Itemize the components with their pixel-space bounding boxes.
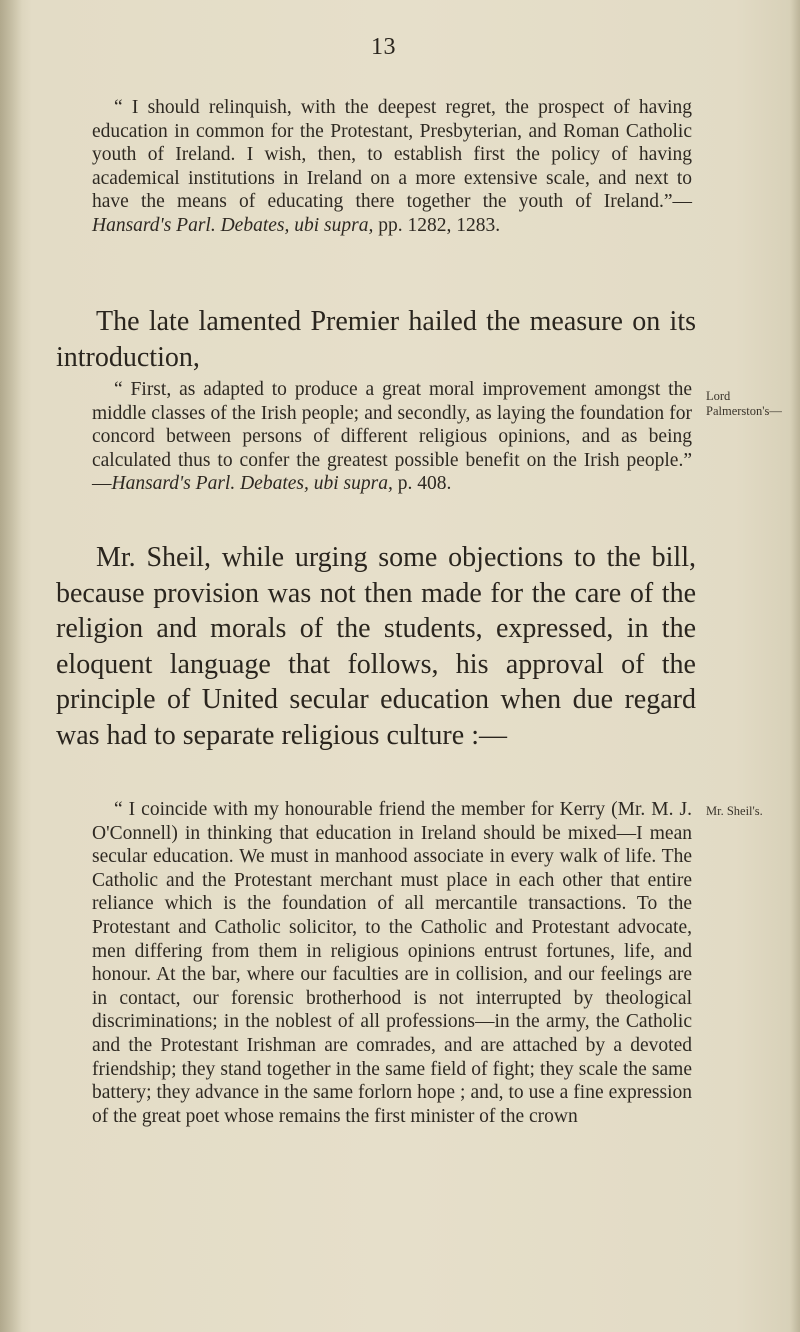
quote-palmerston-citation: Hansard's Parl. Debates, ubi supra,: [111, 473, 393, 495]
quote-peel-text: “ I should relinquish, with the deepest regret, the prospect of having education in common for the Protestant, Presbyterian, and Roman Catholic youth of Ireland. I wish, then, to establish first the policy of having academical institutions in Ireland on a more extensive scale, and next to have the means of educating there together the youth of Ireland.”—: [92, 97, 692, 213]
quote-peel-citation: Hansard's Parl. Debates, ubi supra,: [92, 214, 374, 236]
spine-shadow: [0, 0, 22, 1332]
quote-peel-citation-pages: pp. 1282, 1283.: [373, 214, 501, 236]
quote-palmerston-text: “ First, as adapted to produce a great moral improvement amongst the middle classes of the Irish people; and secondly, as laying the foundation for concord between persons of different religious opinions, and as being calculated thus to confer the greatest possible benefit on the Irish people.” —: [92, 379, 692, 495]
margin-note-palmerston: Lord Palmerston's—: [706, 389, 782, 418]
paragraph-sheil: Mr. Sheil, while urging some objections to the bill, because provision was not then made for the care of the religion and morals of the students, expressed, in the eloquent language that follows, his approval of the principle of United secular education when due regard was had to separate religious culture :—: [56, 542, 696, 751]
margin-note-sheil: Mr. Sheil's.: [706, 804, 763, 818]
quote-sheil: “ I coincide with my honourable friend the member for Kerry (Mr. M. J. O'Connell) in thinking that education in Ireland should be mixed—I mean secular education. We must in manhood associate in every walk of life. The Catholic and the Protestant merchant must place in each other that entire reliance which is the foundation of all mercantile transactions. To the Protestant and Catholic solicitor, to the Catholic and Protestant advocate, men differing from them in religious opinions entrust fortunes, life, and honour. At the bar, where our faculties are in collision, and our feelings are in contact, our forensic brotherhood is not interrupted by theological discriminations; in the noblest of all professions—in the army, the Catholic and the Protestant Irishman are comrades, and are attached by a devoted friendship; they stand together in the same field of fight; they scale the same battery; they advance in the same forlorn hope ; and, to use a fine expression of the great poet whose remains the first minister of the crown: [92, 799, 692, 1127]
paragraph-premier: The late lamented Premier hailed the measure on its introduction,: [56, 306, 696, 373]
page-number: 13: [371, 34, 396, 60]
quote-palmerston-citation-pages: p. 408.: [392, 473, 452, 495]
quote-peel: [92, 96, 692, 238]
quote-palmerston: [92, 378, 692, 496]
page-edge-shadow: [790, 0, 800, 1332]
